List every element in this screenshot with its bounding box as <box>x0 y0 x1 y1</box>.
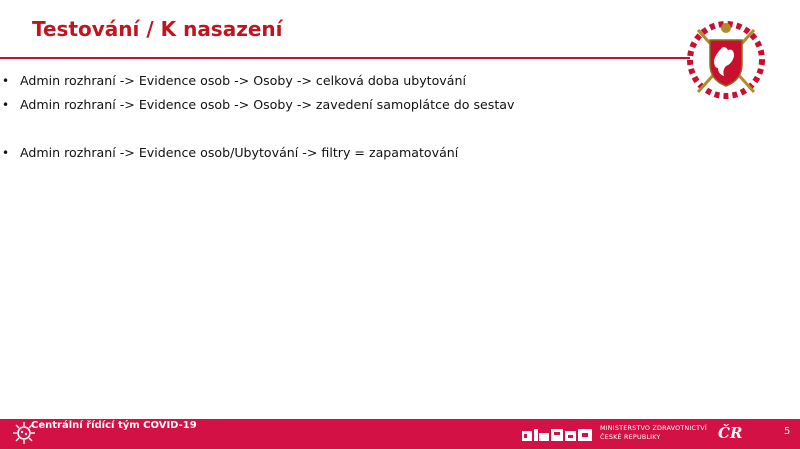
team-name: Centrální řídící tým COVID-19 <box>31 420 197 431</box>
title-divider <box>0 57 690 59</box>
list-item-text: Admin rozhraní -> Evidence osob -> Osoby -> zavedení samoplátce do sestav <box>20 97 515 112</box>
bullet-glyph: • <box>2 74 10 88</box>
list-item-text: Admin rozhraní -> Evidence osob -> Osoby -> celková doba ubytování <box>20 73 466 88</box>
bullet-glyph: • <box>2 146 10 160</box>
ministry-line-2: ČESKÉ REPUBLIKY <box>600 433 661 441</box>
mzcr-logo-icon <box>522 427 594 443</box>
footer-bar <box>0 419 800 449</box>
ministry-label <box>600 424 707 442</box>
list-item-text: Admin rozhraní -> Evidence osob/Ubytování -> filtry = zapamatování <box>20 145 459 160</box>
cr-logo: ČR <box>718 424 743 442</box>
czech-army-emblem-icon <box>680 14 772 106</box>
ministry-line-1: MINISTERSTVO ZDRAVOTNICTVÍ <box>600 424 707 432</box>
slide-title: Testování / K nasazení <box>32 17 283 41</box>
bullet-glyph: • <box>2 98 10 112</box>
page-number: 5 <box>784 426 791 437</box>
